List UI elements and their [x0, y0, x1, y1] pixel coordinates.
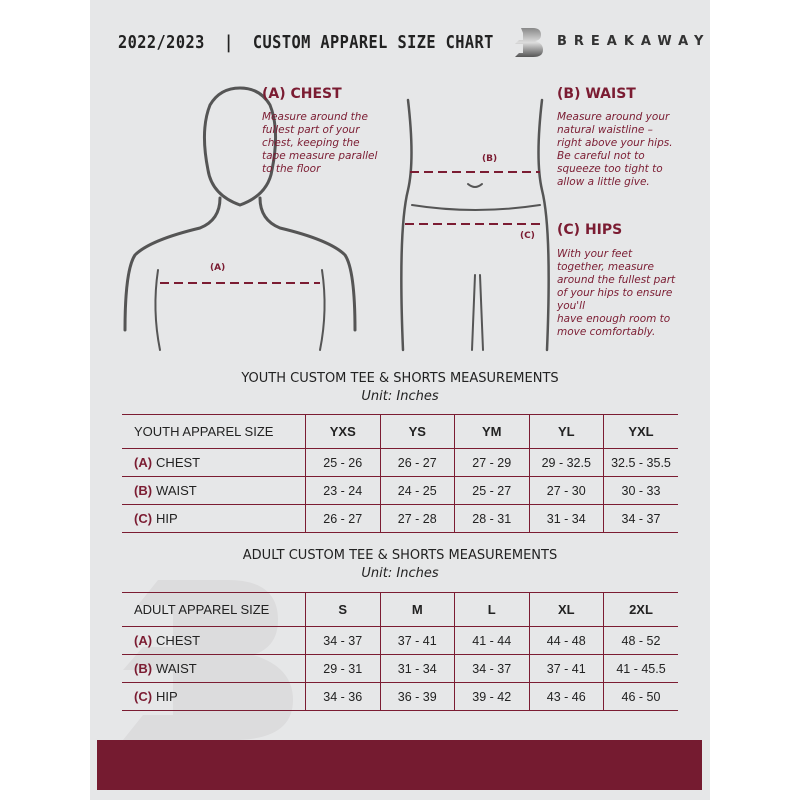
table-header-row	[122, 415, 678, 449]
table-cell: 31 - 34	[529, 505, 604, 533]
size-header: 2XL	[604, 593, 679, 627]
table-row	[122, 683, 678, 711]
waist-heading: (B) WAIST	[557, 86, 636, 102]
chest-description: Measure around the fullest part of your chest, keeping the tape measure parallel to the floor	[262, 111, 378, 175]
table-cell: 27 - 29	[455, 449, 530, 477]
table-row	[122, 449, 678, 477]
table-cell: 41 - 45.5	[604, 655, 679, 683]
table-cell: 25 - 27	[455, 477, 530, 505]
page-title: 2022/2023 | CUSTOM APPAREL SIZE CHART	[118, 32, 494, 53]
table-header-row	[122, 593, 678, 627]
table-cell: 30 - 33	[604, 477, 679, 505]
youth-table-title: YOUTH CUSTOM TEE & SHORTS MEASUREMENTS	[241, 371, 559, 386]
table-cell: (B) WAIST	[122, 655, 306, 683]
adult-size-table	[122, 592, 678, 711]
hips-heading: (C) HIPS	[557, 222, 623, 238]
hips-marker: (C)	[520, 231, 535, 241]
brand-name: BREAKAWAY	[557, 34, 711, 49]
table-cell: 37 - 41	[529, 655, 604, 683]
youth-size-table	[122, 414, 678, 533]
table-row	[122, 477, 678, 505]
size-header: YM	[455, 415, 530, 449]
chest-marker: (A)	[210, 263, 226, 273]
breakaway-logo-icon	[513, 25, 545, 59]
youth-table-unit: Unit: Inches	[361, 389, 439, 404]
size-header: YXL	[604, 415, 679, 449]
size-header: S	[306, 593, 381, 627]
size-header: XL	[529, 593, 604, 627]
table-cell: 26 - 27	[306, 505, 381, 533]
waist-description: Measure around your natural waistline – right above your hips. Be careful not to squeeze too tight to allow a little give.	[557, 111, 673, 188]
size-header: M	[380, 593, 455, 627]
size-header: YS	[380, 415, 455, 449]
table-cell: 48 - 52	[604, 627, 679, 655]
hips-description: With your feet together, measure around the fullest part of your hips to ensure you'll have enough room to move comfortably.	[557, 248, 676, 338]
table-cell: (B) WAIST	[122, 477, 306, 505]
footer-bar	[97, 740, 702, 790]
table-cell: 37 - 41	[380, 627, 455, 655]
table-cell: 29 - 31	[306, 655, 381, 683]
table-cell: (C) HIP	[122, 683, 306, 711]
adult-table-unit: Unit: Inches	[361, 566, 439, 581]
table-row	[122, 655, 678, 683]
table-cell: 28 - 31	[455, 505, 530, 533]
table-cell: 24 - 25	[380, 477, 455, 505]
table-cell: (C) HIP	[122, 505, 306, 533]
size-header: L	[455, 593, 530, 627]
table-cell: 31 - 34	[380, 655, 455, 683]
size-label: ADULT APPAREL SIZE	[122, 593, 306, 627]
table-cell: 39 - 42	[455, 683, 530, 711]
table-cell: 46 - 50	[604, 683, 679, 711]
table-row	[122, 627, 678, 655]
table-cell: 29 - 32.5	[529, 449, 604, 477]
size-header: YXS	[306, 415, 381, 449]
size-label: YOUTH APPAREL SIZE	[122, 415, 306, 449]
table-cell: 34 - 36	[306, 683, 381, 711]
table-cell: 36 - 39	[380, 683, 455, 711]
waist-marker: (B)	[482, 154, 498, 164]
table-cell: 25 - 26	[306, 449, 381, 477]
size-header: YL	[529, 415, 604, 449]
table-cell: 23 - 24	[306, 477, 381, 505]
table-cell: 32.5 - 35.5	[604, 449, 679, 477]
table-cell: (A) CHEST	[122, 627, 306, 655]
table-cell: 41 - 44	[455, 627, 530, 655]
table-cell: 27 - 28	[380, 505, 455, 533]
table-cell: 34 - 37	[604, 505, 679, 533]
table-cell: (A) CHEST	[122, 449, 306, 477]
table-cell: 34 - 37	[306, 627, 381, 655]
table-cell: 34 - 37	[455, 655, 530, 683]
chest-heading: (A) CHEST	[262, 86, 342, 102]
table-cell: 44 - 48	[529, 627, 604, 655]
table-cell: 26 - 27	[380, 449, 455, 477]
table-cell: 27 - 30	[529, 477, 604, 505]
table-row	[122, 505, 678, 533]
adult-table-title: ADULT CUSTOM TEE & SHORTS MEASUREMENTS	[242, 548, 558, 563]
table-cell: 43 - 46	[529, 683, 604, 711]
